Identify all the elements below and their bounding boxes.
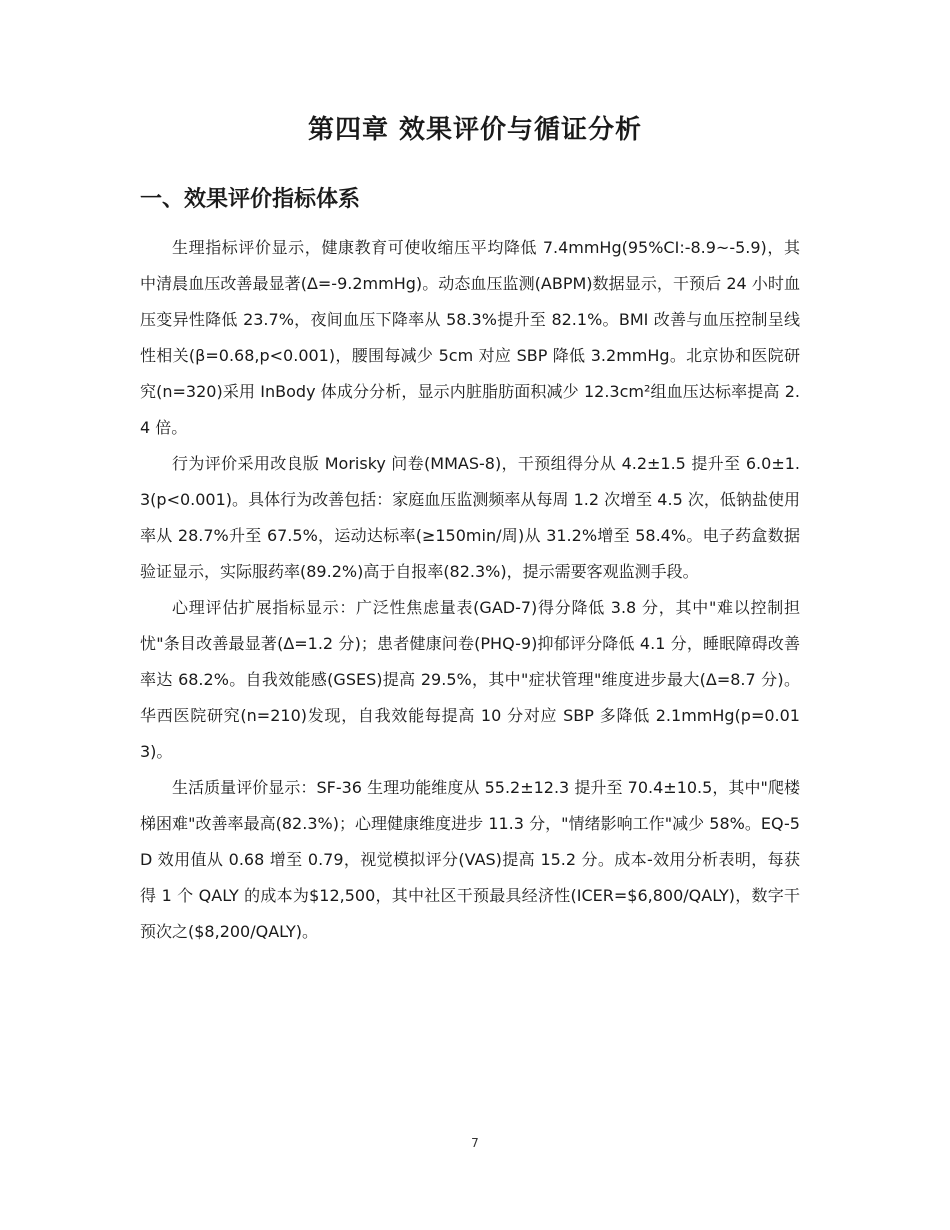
paragraph-quality-of-life: 生活质量评价显示：SF-36 生理功能维度从 55.2±12.3 提升至 70.4±10.5，其中"爬楼梯困难"改善率最高(82.3%)；心理健康维度进步 11.3 分，"情绪影响工作"减少 58%。EQ-5D 效用值从 0.68 增至 0.79，视觉模拟评分(VAS)提高 15.2 分。成本-效用分析表明，每获得 1 个 QALY 的成本为$12,500，其中社区干预最具经济性(ICER=$6,800/QALY)，数字干预次之($8,200/QALY)。 xyxy=(140,778,800,941)
section-heading: 一、效果评价指标体系 xyxy=(140,187,361,212)
chapter-title: 第四章 效果评价与循证分析 xyxy=(307,115,643,145)
page-number: 7 xyxy=(471,1136,479,1150)
paragraph-physiological: 生理指标评价显示，健康教育可使收缩压平均降低 7.4mmHg(95%CI:-8.9~-5.9)，其中清晨血压改善最显著(Δ=-9.2mmHg)。动态血压监测(ABPM)数据显示，干预后 24 小时血压变异性降低 23.7%，夜间血压下降率从 58.3%提升至 82.1%。BMI 改善与血压控制呈线性相关(β=0.68,p<0.001)，腰围每减少 5cm 对应 SBP 降低 3.2mmHg。北京协和医院研究(n=320)采用 InBody 体成分分析，显示内脏脂肪面积减少 12.3cm²组血压达标率提高 2.4 倍。 xyxy=(140,238,800,437)
paragraph-psychological: 心理评估扩展指标显示：广泛性焦虑量表(GAD-7)得分降低 3.8 分，其中"难以控制担忧"条目改善最显著(Δ=1.2 分)；患者健康问卷(PHQ-9)抑郁评分降低 4.1 分，睡眠障碍改善率达 68.2%。自我效能感(GSES)提高 29.5%，其中"症状管理"维度进步最大(Δ=8.7 分)。华西医院研究(n=210)发现，自我效能每提高 10 分对应 SBP 多降低 2.1mmHg(p=0.013)。 xyxy=(140,598,800,761)
body-text xyxy=(140,230,800,950)
paragraph-behavioral: 行为评价采用改良版 Morisky 问卷(MMAS-8)，干预组得分从 4.2±1.5 提升至 6.0±1.3(p<0.001)。具体行为改善包括：家庭血压监测频率从每周 1.2 次增至 4.5 次，低钠盐使用率从 28.7%升至 67.5%，运动达标率(≥150min/周)从 31.2%增至 58.4%。电子药盒数据验证显示，实际服药率(89.2%)高于自报率(82.3%)，提示需要客观监测手段。 xyxy=(140,454,800,581)
